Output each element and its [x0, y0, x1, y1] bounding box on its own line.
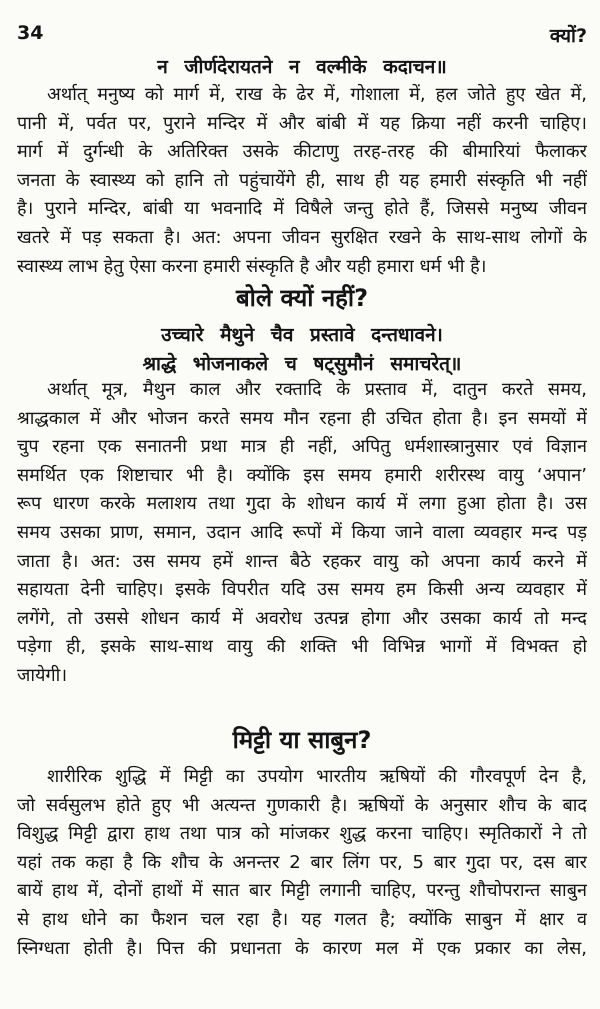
text-line: समय उसका प्राण, समान, उदान आदि रूपों में किया जाने वाला व्यवहार मन्द पड़	[17, 521, 587, 543]
text-line: स्निग्धता होती है। पित्त की प्रधानता के कारण मल में एक प्रकार का लेस,	[17, 937, 587, 959]
text-line: मार्ग में दुर्गन्धी के अतिरिक्त उसके कीटाणु तरह-तरह की बीमारियां फैलाकर	[17, 141, 587, 163]
paragraph-1	[17, 81, 587, 281]
text-line: जाता है। अत: उस समय हमें शान्त बैठे रहकर वायु को अपना कार्य करने में	[17, 550, 587, 572]
text-line: लगेंगे, तो उससे शोधन कार्य में अवरोध उत्पन्न होगा और उसका कार्य तो मन्द	[17, 607, 587, 629]
text-line: पानी में, पर्वत पर, पुराने मन्दिर में और बांबी में यह क्रिया नहीं करनी चाहिए।	[17, 112, 587, 134]
text-line: पड़ेगा ही, इसके साथ-साथ वायु की शक्ति भी विभिन्न भागों में विभक्त हो	[17, 636, 587, 658]
text-line: अर्थात् मनुष्य को मार्ग में, राख के ढेर में, गोशाला में, हल जोते हुए खेत में,	[47, 84, 587, 105]
text-line: से हाथ धोने का फैशन चल रहा है। यह गलत है; क्योंकि साबुन में क्षार व	[17, 908, 587, 930]
text-line: स्वास्थ्य लाभ हेतु ऐसा करना हमारी संस्कृति है और यही हमारा धर्म भी है।	[17, 255, 487, 277]
paragraph-3	[17, 763, 587, 963]
text-line: रूप धारण करके मलाशय तथा गुदा के शोधन कार्य में लगा हुआ होता है। उस	[17, 493, 587, 515]
page-number: 34	[17, 22, 44, 44]
text-line: बायें हाथ में, दोनों हाथों में सात बार मिट्टी लगानी चाहिए, परन्तु शौचोपरान्त साबुन	[17, 880, 587, 902]
shloka-2b: श्राद्धे भोजनाकले च षट्सुमौनं समाचरेत्॥	[142, 353, 462, 375]
shloka-1: न जीर्णदेरायतने न वल्मीके कदाचन॥	[157, 56, 447, 78]
text-line: शारीरिक शुद्धि में मिट्टी का उपयोग भारतीय ऋषियों की गौरवपूर्ण देन है,	[47, 766, 587, 787]
running-title: क्यों?	[549, 25, 587, 47]
text-line: अर्थात् मूत्र, मैथुन काल और रक्तादि के प्रस्ताव में, दातुन करते समय,	[47, 379, 587, 400]
text-line: जायेगी।	[17, 664, 68, 686]
text-line: यहां तक कहा है कि शौच के अनन्तर 2 बार लिंग पर, 5 बार गुदा पर, दस बार	[17, 851, 587, 873]
text-line: है। पुराने मन्दिर, बांबी या भवनादि में विषैले जन्तु होते हैं, जिससे मनुष्य जीवन	[17, 198, 587, 220]
text-line: जनता के स्वास्थ्य को हानि तो पहुंचायेंगे ही, साथ ही यह हमारी संस्कृति भी नहीं	[17, 169, 587, 191]
section-heading: बोले क्यों नहीं?	[235, 284, 369, 312]
text-line: जो सर्वसुलभ होते हुए भी अत्यन्त गुणकारी है। ऋषियों के अनुसार शौच के बाद	[17, 794, 587, 816]
shloka-2a: उच्चारे मैथुने चैव प्रस्तावे दन्तधावने।	[161, 324, 443, 346]
text-line: समर्थित एक शिष्टाचार भी है। क्योंकि इस समय हमारी शरीरस्थ वायु ‘अपान’	[17, 464, 587, 486]
text-line: चुप रहना एक सनातनी प्रथा मात्र ही नहीं, अपितु धर्मशास्त्रानुसार एवं विज्ञान	[17, 436, 587, 458]
text-line: विशुद्ध मिट्टी द्वारा हाथ तथा पात्र को मांजकर शुद्ध करना चाहिए। स्मृतिकारों ने तो	[17, 823, 587, 845]
paragraph-2	[17, 376, 587, 691]
text-line: खतरे में पड़ सकता है। अत: अपना जीवन सुरक्षित रखने के साथ-साथ लोगों के	[17, 226, 587, 248]
text-line: सहायता देनी चाहिए। इसके विपरीत यदि उस समय हम किसी अन्य व्यवहार में	[17, 579, 587, 601]
section-heading: मिट्टी या साबुन?	[232, 726, 372, 754]
text-line: श्राद्धकाल में और भोजन करते समय मौन रहना ही उचित होता है। इन समयों में	[17, 407, 587, 429]
